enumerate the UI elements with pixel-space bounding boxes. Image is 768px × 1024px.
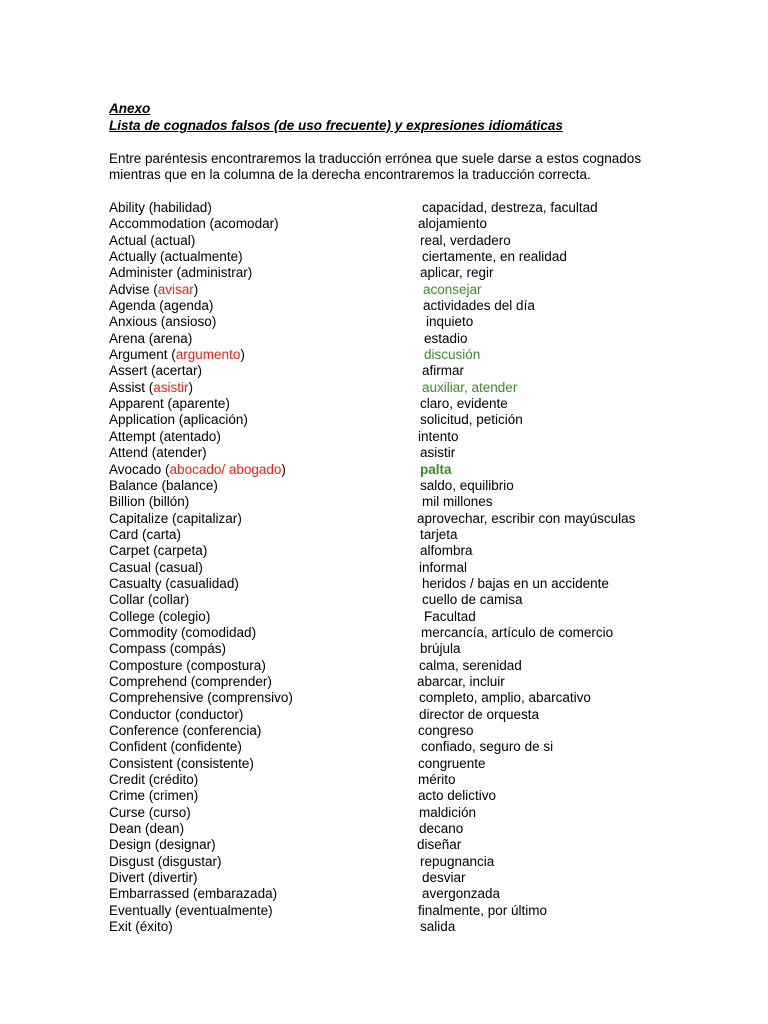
term-row [109,511,669,527]
correct-translation: ciertamente, en realidad [422,249,567,265]
term-row [109,837,669,853]
english-word: Agenda ( [109,298,164,314]
term-english [109,821,184,837]
term-english [109,870,198,886]
correct-translation: mérito [418,772,456,788]
term-english [109,462,286,478]
correct-translation: actividades del día [423,298,535,314]
term-english [109,331,192,347]
english-word: Disgust ( [109,853,163,869]
term-english [109,903,273,919]
english-word: Attend ( [109,445,157,461]
false-translation: actualmente [164,249,239,265]
closing-paren: ) [202,445,207,461]
closing-paren: ) [188,379,194,395]
term-row [109,788,669,804]
false-translation: conductor [179,706,239,722]
correct-translation: palta [420,461,452,477]
closing-paren: ) [247,265,253,281]
term-english [109,380,193,396]
correct-translation: inquieto [426,314,474,330]
correct-translation: completo, amplio, abarcativo [419,690,591,706]
intro-line: Entre paréntesis encontraremos la traducción errónea que suele darse a estos cognados [109,151,642,166]
term-english [109,233,195,249]
correct-translation: real, verdadero [420,232,511,248]
term-row [109,478,669,494]
false-translation: acertar [155,363,198,379]
term-english [109,690,293,706]
closing-paren: ) [193,281,199,297]
english-word: Application ( [109,412,184,428]
term-row [109,886,669,902]
term-row [109,216,669,232]
intro-paragraph [109,151,709,184]
correct-translation: repugnancia [420,853,495,869]
term-english [109,511,242,527]
term-english [109,723,261,739]
english-word: Embarrassed ( [109,886,198,902]
closing-paren: ) [213,477,218,493]
term-row [109,772,669,788]
correct-translation: alojamiento [418,216,488,232]
closing-paren: ) [256,723,262,738]
correct-translation: cuello de camisa [422,592,523,608]
correct-translation: aplicar, regir [420,265,494,281]
english-word: Compass ( [109,641,175,657]
correct-translation: decano [419,821,464,837]
term-english [109,445,207,461]
term-english [109,788,198,804]
false-translation: consistente [181,755,250,771]
english-word: Exit ( [109,919,140,935]
correct-translation: Facultad [424,608,476,624]
correct-translation: saldo, equilibrio [420,477,514,493]
closing-paren: ) [216,428,221,444]
term-english [109,739,242,755]
false-translation: casual [159,559,199,575]
false-translation: ansioso [165,314,212,330]
english-word: Arena ( [109,330,154,346]
term-row [109,314,669,330]
term-row [109,805,669,821]
english-word: College ( [109,608,164,624]
term-row [109,347,669,363]
term-row [109,903,669,919]
english-word: Eventually ( [109,902,180,918]
false-translation: carpeta [157,543,203,559]
term-row [109,821,669,837]
false-translation: acomodar [214,216,275,232]
closing-paren: ) [221,641,227,657]
term-english [109,641,226,657]
correct-translation: calma, serenidad [419,657,522,673]
closing-paren: ) [197,363,203,379]
closing-paren: ) [238,706,244,722]
closing-paren: ) [261,657,266,673]
term-english [109,560,203,576]
false-translation: compostura [190,657,262,673]
correct-translation: salida [420,919,456,935]
closing-paren: ) [184,494,190,510]
correct-translation: tarjeta [420,526,458,542]
false-translation: crédito [153,772,194,788]
term-row [109,462,669,478]
term-english [109,837,216,853]
closing-paren: ) [207,200,212,215]
correct-translation: heridos / bajas en un accidente [422,575,609,591]
correct-translation: afirmar [422,363,465,379]
closing-paren: ) [238,249,243,265]
false-translation: comprender [195,673,268,689]
english-word: Carpet ( [109,543,158,559]
closing-paren: ) [193,788,199,804]
closing-paren: ) [184,592,190,608]
english-word: Conductor ( [109,706,180,722]
closing-paren: ) [272,886,278,902]
false-translation: crimen [153,788,194,804]
term-row [109,739,669,755]
closing-paren: ) [198,559,203,575]
english-word: Attempt ( [109,428,164,444]
correct-translation: asistir [420,445,456,461]
english-word: Confident ( [109,739,176,755]
english-word: Capitalize ( [109,510,177,526]
english-word: Assert ( [109,363,156,379]
term-english [109,756,254,772]
closing-paren: ) [211,837,216,853]
term-row [109,870,669,886]
term-english [109,249,243,265]
term-row [109,756,669,772]
term-row [109,363,669,379]
term-english [109,543,207,559]
english-word: Dean ( [109,821,150,837]
english-word: Apparent ( [109,396,173,412]
english-word: Conference ( [109,723,188,738]
false-translation: actual [154,232,191,248]
false-translation: administrar [181,265,248,281]
closing-paren: ) [193,870,198,886]
term-english [109,412,248,428]
closing-paren: ) [281,461,286,477]
term-row [109,412,669,428]
english-word: Collar ( [109,592,153,608]
correct-translation: acto delictivo [418,788,497,804]
closing-paren: ) [267,673,272,689]
term-row [109,674,669,690]
false-translation: aplicación [183,412,244,428]
closing-paren: ) [234,575,239,591]
term-row [109,396,669,412]
term-row [109,560,669,576]
english-word: Advise ( [109,281,158,297]
false-translation: eventualmente [179,902,269,918]
english-word: Comprehensive ( [109,690,212,706]
term-row [109,527,669,543]
term-row [109,609,669,625]
correct-translation: aprovechar, escribir con mayúsculas [417,510,636,526]
correct-translation: discusión [424,347,481,363]
correct-translation: informal [419,559,468,575]
english-word: Casual ( [109,559,160,575]
false-translation: abocado/ abogado [169,461,282,477]
term-row [109,200,669,216]
english-word: Actually ( [109,249,165,265]
term-english [109,314,216,330]
term-row [109,919,669,935]
closing-paren: ) [217,853,222,869]
correct-translation: maldición [419,804,477,820]
false-translation: comodidad [185,624,252,640]
correct-translation: aconsejar [423,281,482,297]
correct-translation: diseñar [417,837,462,853]
term-english [109,200,212,216]
closing-paren: ) [237,510,242,526]
english-word: Balance ( [109,477,167,493]
closing-paren: ) [208,298,214,314]
english-word: Divert ( [109,870,153,886]
closing-paren: ) [202,543,208,559]
english-word: Assist ( [109,379,154,395]
term-row [109,690,669,706]
false-translation: aparente [172,396,226,412]
term-row [109,576,669,592]
term-english [109,216,279,232]
false-translation: avisar [157,281,194,297]
term-row [109,707,669,723]
term-row [109,723,669,739]
correct-translation: solicitud, petición [420,412,523,428]
false-translation: curso [153,804,187,820]
false-cognates-list [109,200,669,935]
correct-translation: desviar [422,870,466,886]
correct-translation: director de orquesta [419,706,540,722]
false-translation: balance [166,477,214,493]
closing-paren: ) [274,216,279,232]
correct-translation: claro, evidente [420,396,508,412]
false-translation: confidente [175,739,238,755]
annex-heading: Anexo [109,101,151,116]
correct-translation: mercancía, artículo de comercio [421,624,614,640]
false-translation: divertir [152,870,194,886]
false-translation: habilidad [153,200,208,215]
false-translation: casualidad [169,575,235,591]
closing-paren: ) [193,772,199,788]
false-translation: carta [146,526,177,542]
english-word: Card ( [109,526,147,542]
term-row [109,380,669,396]
closing-paren: ) [268,902,273,918]
correct-translation: avergonzada [422,886,501,902]
term-english [109,886,277,902]
term-english [109,919,173,935]
term-english [109,494,189,510]
english-word: Crime ( [109,788,154,804]
term-row [109,233,669,249]
term-english [109,429,221,445]
term-row [109,658,669,674]
correct-translation: mil millones [422,494,493,510]
false-translation: capitalizar [176,510,238,526]
term-english [109,478,218,494]
english-word: Credit ( [109,772,154,788]
false-translation: arena [153,330,188,346]
term-english [109,625,256,641]
false-translation: colegio [163,608,206,624]
closing-paren: ) [288,690,293,706]
term-english [109,527,181,543]
term-english [109,674,272,690]
term-row [109,265,669,281]
english-word: Avocado ( [109,461,170,477]
closing-paren: ) [176,526,182,542]
english-word: Administer ( [109,265,182,281]
false-translation: atentado [163,428,217,444]
false-translation: conferencia [187,723,257,738]
term-english [109,396,230,412]
false-translation: collar [152,592,185,608]
correct-translation: finalmente, por último [418,902,548,918]
term-english [109,363,202,379]
term-row [109,445,669,461]
term-english [109,658,266,674]
term-row [109,331,669,347]
false-translation: dean [149,821,180,837]
closing-paren: ) [186,804,191,820]
closing-paren: ) [168,919,173,935]
english-word: Ability ( [109,200,154,215]
closing-paren: ) [190,232,196,248]
term-english [109,265,252,281]
false-translation: agenda [163,298,209,314]
term-english [109,707,243,723]
correct-translation: brújula [420,641,461,657]
closing-paren: ) [211,314,217,330]
closing-paren: ) [251,624,257,640]
english-word: Composture ( [109,657,191,673]
english-word: Accommodation ( [109,216,215,232]
closing-paren: ) [205,608,211,624]
english-word: Casualty ( [109,575,170,591]
correct-translation: capacidad, destreza, facultad [422,200,598,215]
term-row [109,429,669,445]
term-row [109,854,669,870]
correct-translation: abarcar, incluir [417,673,505,689]
false-translation: éxito [139,919,169,935]
english-word: Anxious ( [109,314,166,330]
term-english [109,609,210,625]
closing-paren: ) [237,739,242,755]
false-translation: billón [153,494,185,510]
term-row [109,641,669,657]
term-row [109,298,669,314]
term-english [109,347,245,363]
term-row [109,592,669,608]
term-english [109,576,239,592]
term-english [109,805,191,821]
term-row [109,494,669,510]
closing-paren: ) [187,330,193,346]
correct-translation: estadio [424,330,468,346]
false-translation: asistir [153,379,189,395]
closing-paren: ) [243,412,248,428]
correct-translation: intento [418,428,459,444]
term-english [109,592,189,608]
correct-translation: auxiliar, atender [422,379,518,395]
correct-translation: alfombra [420,543,473,559]
term-row [109,543,669,559]
correct-translation: congreso [418,723,474,738]
term-row [109,249,669,265]
term-english [109,772,198,788]
term-english [109,298,213,314]
list-title: Lista de cognados falsos (de uso frecuente) y expresiones idiomáticas [109,118,563,133]
closing-paren: ) [179,821,185,837]
closing-paren: ) [225,396,230,412]
english-word: Consistent ( [109,755,182,771]
false-translation: disgustar [162,853,218,869]
closing-paren: ) [249,755,254,771]
false-translation: comprensivo [211,690,289,706]
false-translation: compás [174,641,222,657]
english-word: Commodity ( [109,624,186,640]
english-word: Argument ( [109,347,176,363]
term-english [109,282,198,298]
english-word: Comprehend ( [109,673,196,689]
false-translation: atender [156,445,203,461]
correct-translation: confiado, seguro de si [421,739,554,755]
english-word: Design ( [109,837,160,853]
english-word: Billion ( [109,494,154,510]
english-word: Curse ( [109,804,154,820]
false-translation: designar [159,837,212,853]
false-translation: argumento [175,347,241,363]
term-row [109,625,669,641]
term-row [109,282,669,298]
false-translation: embarazada [197,886,273,902]
correct-translation: congruente [418,755,486,771]
term-english [109,854,222,870]
intro-line: mientras que en la columna de la derecha encontraremos la traducción correcta. [109,167,591,183]
closing-paren: ) [240,347,245,363]
english-word: Actual ( [109,232,155,248]
